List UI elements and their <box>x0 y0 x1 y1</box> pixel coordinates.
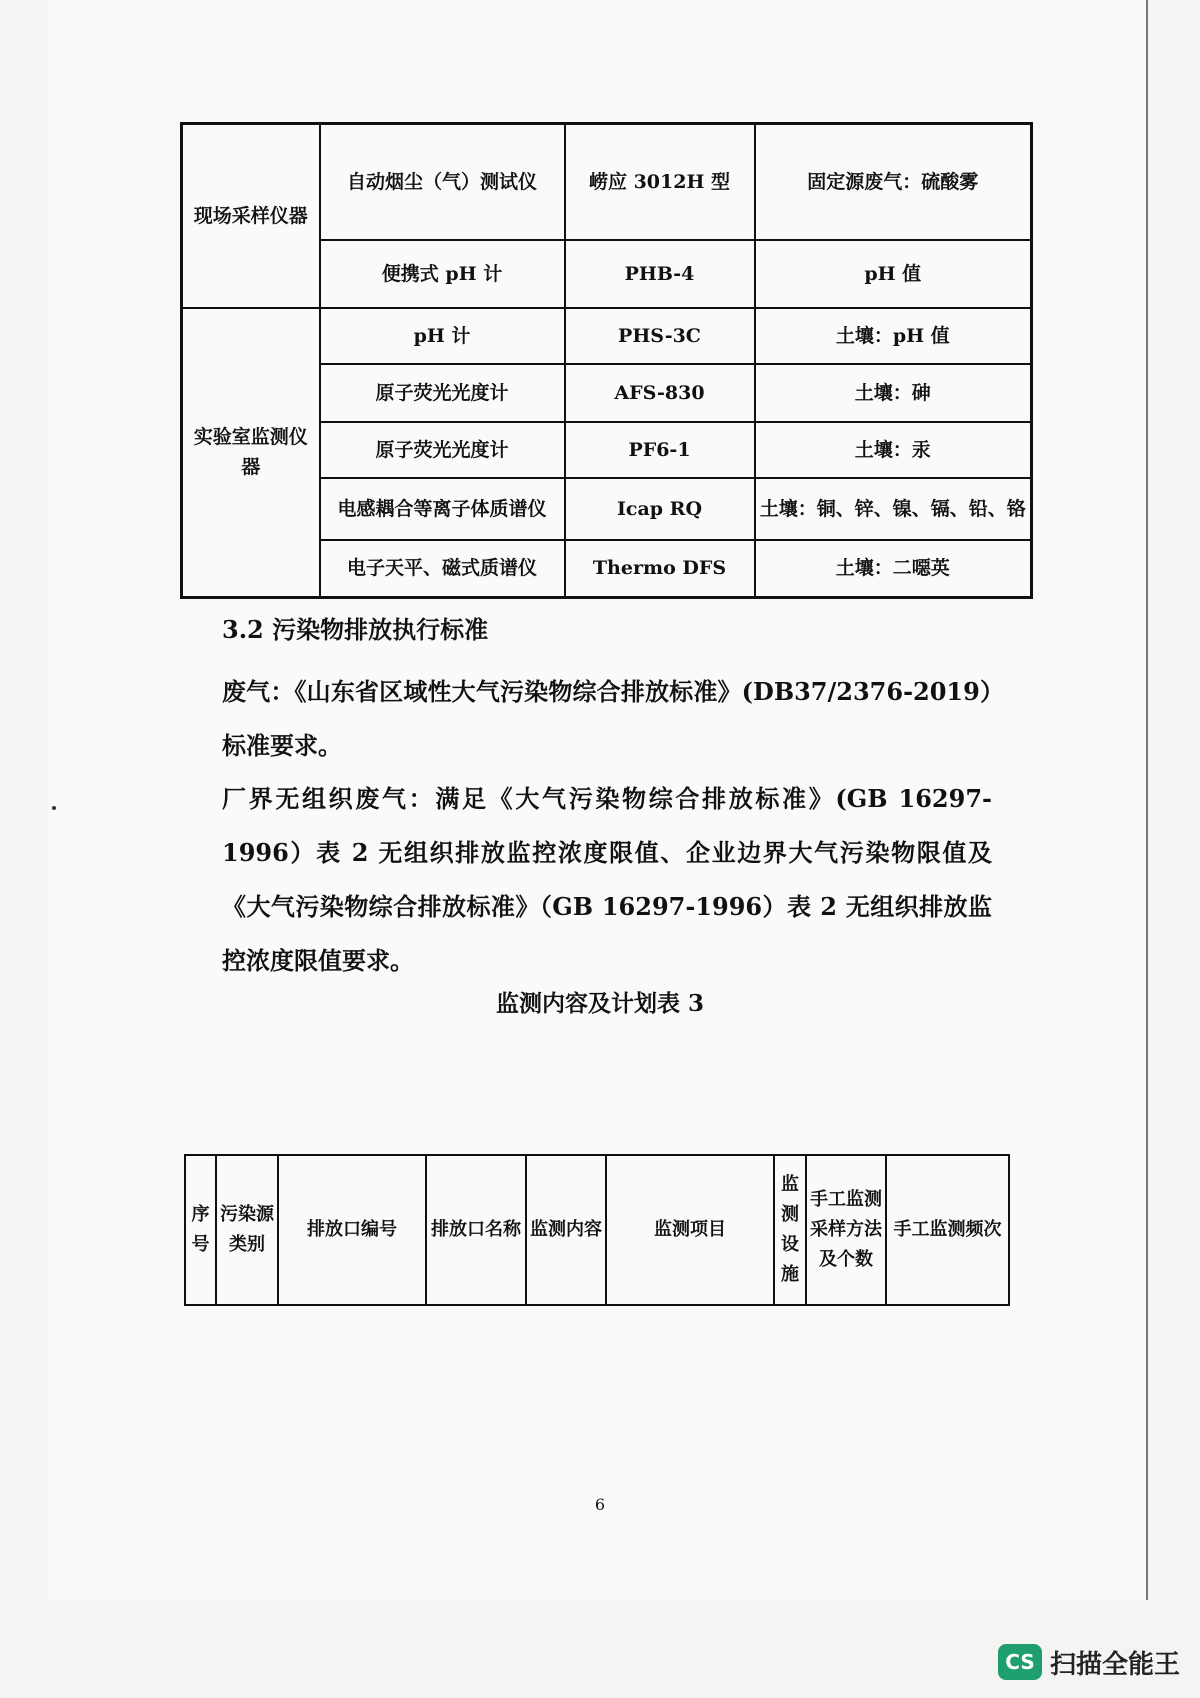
instrument-name: 自动烟尘（气）测试仪 <box>320 124 565 240</box>
watermark-text: 扫描全能王 <box>1050 1649 1181 1680</box>
instrument-name: 便携式 pH 计 <box>320 240 565 308</box>
table-row <box>182 124 1032 240</box>
instrument-model: PHB-4 <box>565 240 755 308</box>
column-header: 监测项目 <box>606 1155 774 1305</box>
monitoring-item: 土壤：二噁英 <box>755 540 1032 598</box>
instrument-category: 现场采样仪器 <box>182 124 320 308</box>
instrument-model: 崂应 3012H 型 <box>565 124 755 240</box>
table-row <box>182 308 1032 364</box>
instrument-model: AFS-830 <box>565 364 755 422</box>
monitoring-item: 土壤：pH 值 <box>755 308 1032 364</box>
scanner-watermark <box>998 1640 1180 1684</box>
instrument-name: 原子荧光光度计 <box>320 364 565 422</box>
table-header-row <box>185 1155 1009 1305</box>
instrument-model: PHS-3C <box>565 308 755 364</box>
section-heading: 3.2 污染物排放执行标准 <box>222 615 489 644</box>
column-header: 序号 <box>185 1155 216 1305</box>
page-number: 6 <box>594 1495 606 1514</box>
instrument-name: 原子荧光光度计 <box>320 422 565 478</box>
instrument-model: PF6-1 <box>565 422 755 478</box>
column-header: 排放口名称 <box>426 1155 526 1305</box>
table-caption: 监测内容及计划表 3 <box>495 990 704 1017</box>
instrument-table <box>180 122 1033 599</box>
monitoring-plan-table <box>184 1154 1010 1306</box>
monitoring-item: 固定源废气：硫酸雾 <box>755 124 1032 240</box>
monitoring-item: 土壤：汞 <box>755 422 1032 478</box>
column-header: 污染源类别 <box>216 1155 278 1305</box>
instrument-name: pH 计 <box>320 308 565 364</box>
column-header: 排放口编号 <box>278 1155 426 1305</box>
monitoring-item: 土壤：砷 <box>755 364 1032 422</box>
column-header: 手工监测采样方法及个数 <box>806 1155 886 1305</box>
fugitive-emission-paragraph: 厂界无组织废气：满足《大气污染物综合排放标准》(GB 16297-1996）表 2 无组织排放监控浓度限值、企业边界大气污染物限值及《大气污染物综合排放标准》（GB 16297-1996）表 2 无组织排放监控浓度限值要求。 <box>222 784 992 975</box>
instrument-category: 实验室监测仪器 <box>182 308 320 598</box>
camscanner-logo-icon: CS <box>998 1644 1042 1680</box>
column-header: 监测设施 <box>774 1155 806 1305</box>
instrument-model: Thermo DFS <box>565 540 755 598</box>
instrument-name: 电感耦合等离子体质谱仪 <box>320 478 565 540</box>
monitoring-item: 土壤：铜、锌、镍、镉、铅、铬 <box>755 478 1032 540</box>
column-header: 监测内容 <box>526 1155 606 1305</box>
exhaust-standard-paragraph: 废气：《山东省区域性大气污染物综合排放标准》(DB37/2376-2019）标准要求。 <box>222 677 992 760</box>
scan-speck <box>52 806 56 810</box>
monitoring-item: pH 值 <box>755 240 1032 308</box>
instrument-name: 电子天平、磁式质谱仪 <box>320 540 565 598</box>
page-edge <box>1146 0 1148 1600</box>
column-header: 手工监测频次 <box>886 1155 1009 1305</box>
instrument-model: Icap RQ <box>565 478 755 540</box>
